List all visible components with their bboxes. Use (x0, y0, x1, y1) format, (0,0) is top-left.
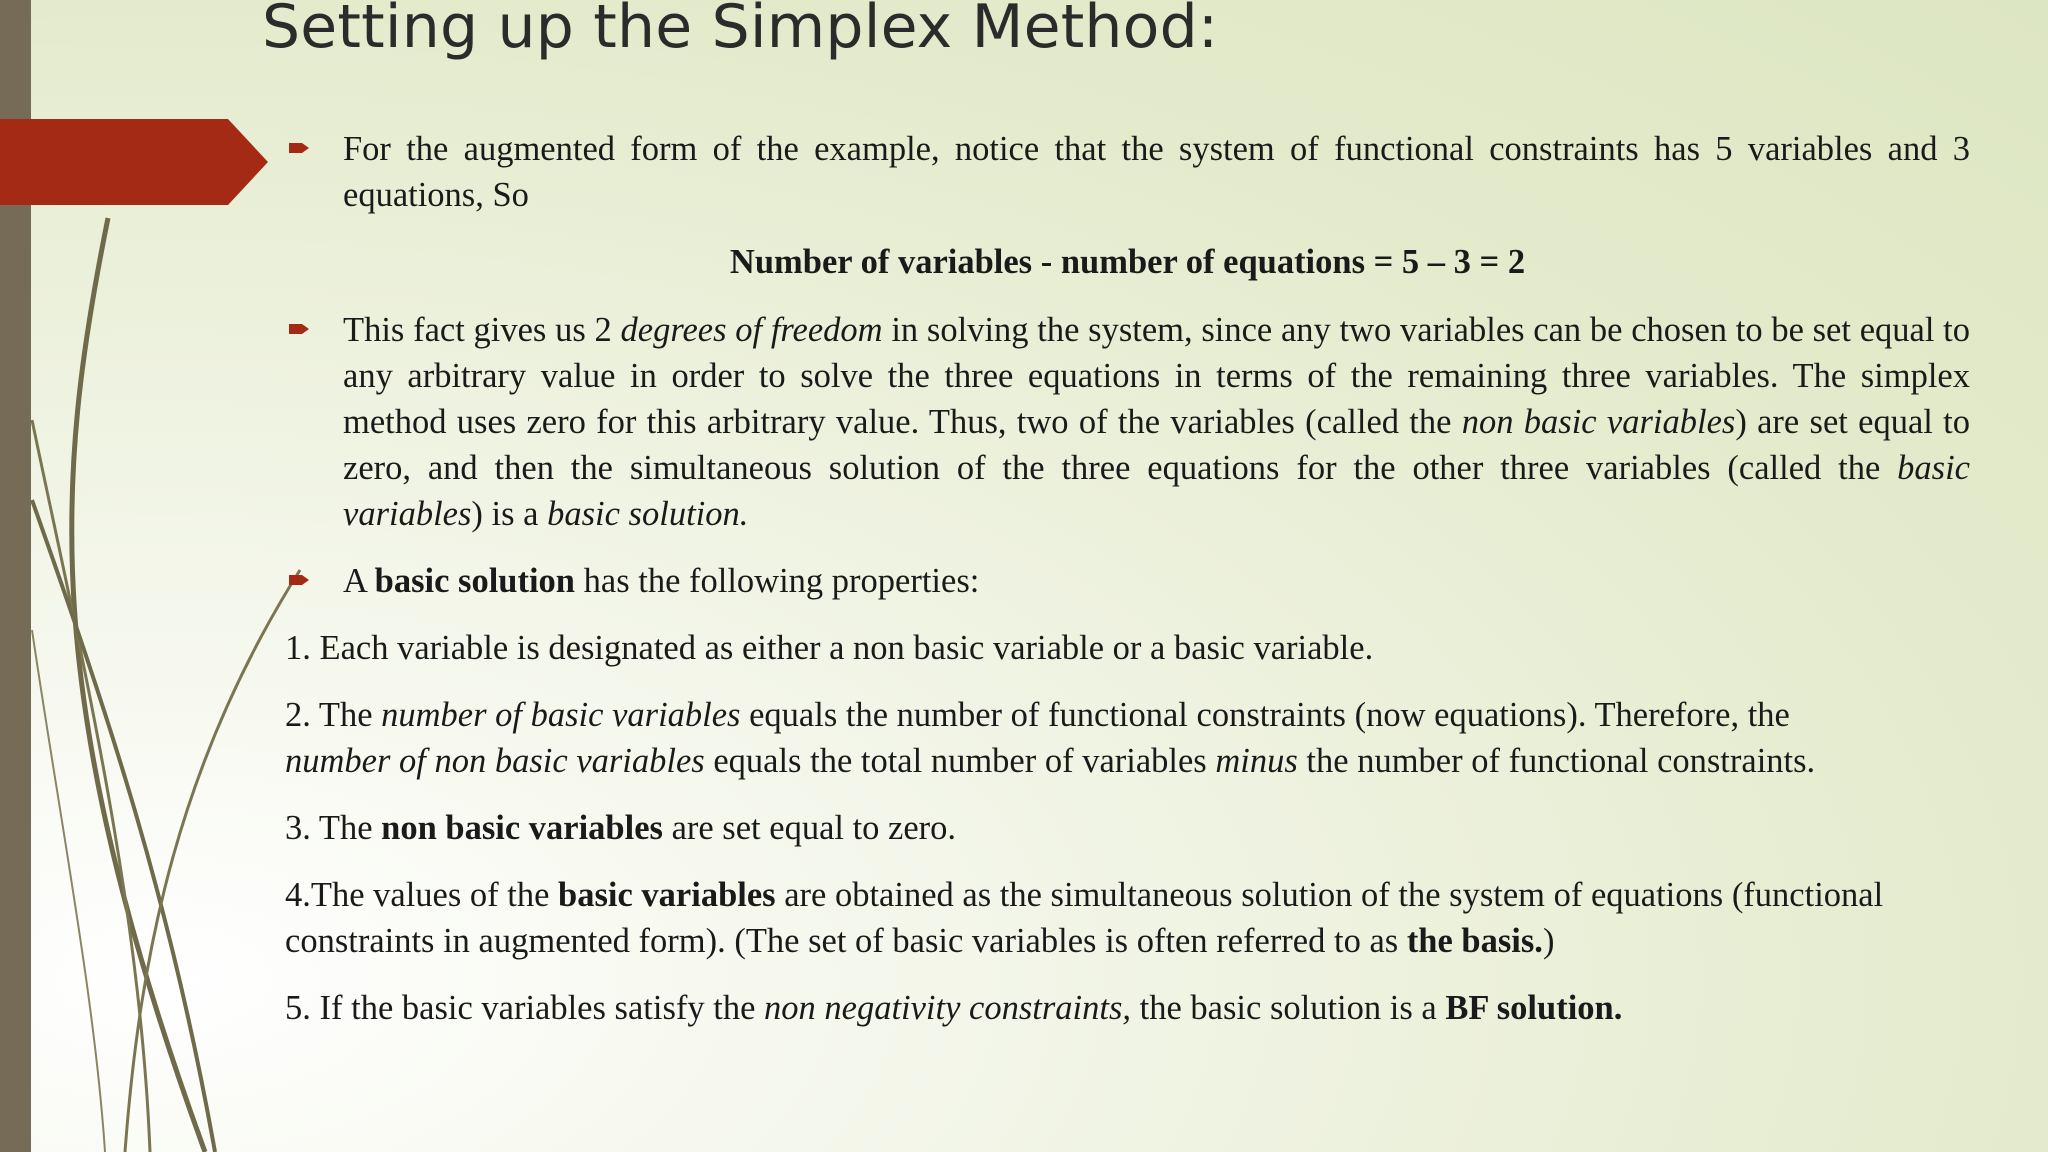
italic-term: non negativity constraints, (764, 989, 1132, 1027)
text-run: ) is a (471, 495, 548, 533)
property-2-continued (285, 738, 1970, 784)
text-run: the number of functional constraints. (1297, 742, 1816, 780)
text-run: has the following properties: (575, 562, 980, 600)
arrow-bullet-icon (289, 141, 309, 155)
equation-line: Number of variables - number of equations = 5 – 3 = 2 (729, 243, 1526, 281)
arrow-bullet-icon (289, 573, 309, 587)
italic-term: number of basic variables (381, 696, 741, 734)
bullet-basic-solution (285, 558, 1970, 604)
italic-term: degrees of freedom (620, 311, 883, 349)
bold-term: basic variables (558, 876, 776, 914)
slide-body (285, 126, 1970, 1052)
text-run: 5. If the basic variables satisfy the (285, 989, 765, 1027)
text-run: are obtained as the simultaneous solution of the system of equations (functional constraints in augmented form). (The set of basic variables is often referred to as (285, 876, 1884, 960)
vine-line-3 (32, 500, 215, 1152)
slide-title: Setting up the Simplex Method: (262, 0, 1219, 62)
property-4 (285, 872, 1970, 964)
text-run: 4.The values of the (285, 876, 559, 914)
bold-term: basic solution (374, 562, 575, 600)
red-arrow-marker (0, 119, 270, 205)
italic-term: basic variables (343, 449, 1970, 533)
italic-term: number of non basic variables (285, 742, 705, 780)
italic-term: non basic variables (1461, 403, 1736, 441)
arrow-bullet-icon (289, 322, 309, 336)
text-run: the basic solution is a (1131, 989, 1446, 1027)
property-5 (285, 985, 1970, 1031)
bullet-degrees-of-freedom (285, 307, 1970, 537)
text-run: A (343, 562, 375, 600)
property-2 (285, 692, 1970, 738)
property-1: 1. Each variable is designated as either a non basic variable or a basic variable. (285, 629, 1374, 667)
text-run: are set equal to zero. (662, 809, 957, 847)
bold-term: non basic variables (381, 809, 663, 847)
text-run: equals the number of functional constraints (now equations). Therefore, the (740, 696, 1790, 734)
bold-term: BF solution. (1445, 989, 1623, 1027)
text-run: equals the total number of variables (704, 742, 1216, 780)
italic-term: basic solution. (547, 495, 749, 533)
bullet-augmented-form (285, 126, 1970, 218)
text-run: ) (1542, 922, 1555, 960)
vine-line-2 (32, 420, 150, 1152)
text-run: This fact gives us 2 (343, 311, 621, 349)
italic-term: minus (1215, 742, 1298, 780)
text-run: ) are set equal to zero, and then the simultaneous solution of the three equations for the other three variables (called the (343, 403, 1970, 487)
text-run: in solving the system, since any two variables can be chosen to be set equal to any arbitrary value in order to solve the three equations in terms of the remaining three variables. The simplex method uses zero for this arbitrary value. Thus, two of the variables (called the (343, 311, 1970, 441)
vine-line-5 (32, 630, 105, 1152)
bold-term: the basis. (1406, 922, 1543, 960)
property-3 (285, 805, 1970, 851)
text-run: 2. The (285, 696, 382, 734)
text-run: 3. The (285, 809, 382, 847)
bullet-text: For the augmented form of the example, notice that the system of functional constraints has 5 variables and 3 equations, So (343, 130, 1970, 214)
